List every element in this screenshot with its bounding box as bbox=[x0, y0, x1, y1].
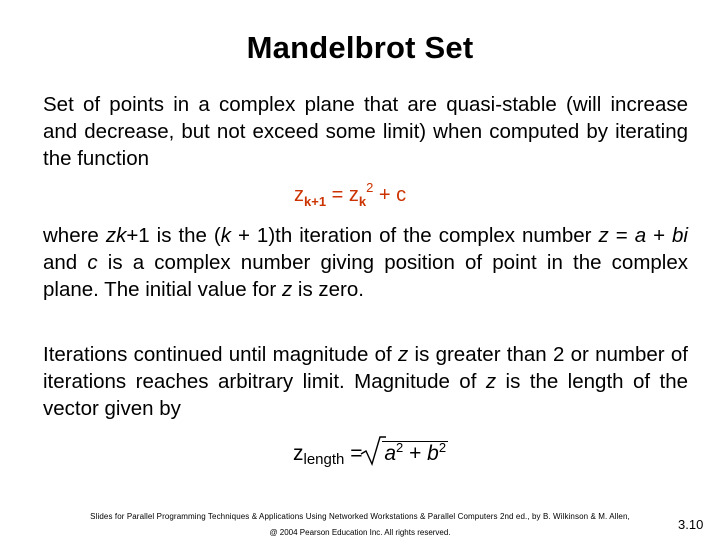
eq-equals: = bbox=[326, 184, 349, 206]
text-run-italic: a bbox=[634, 224, 647, 247]
text-run: is a complex number giving position of point in the complex plane. The initial value for bbox=[43, 251, 688, 301]
eq-plus-c: + c bbox=[373, 184, 407, 206]
text-run: = bbox=[608, 224, 635, 247]
radicand-b-sup: 2 bbox=[438, 440, 447, 455]
text-run: is zero. bbox=[292, 278, 364, 301]
text-run: +1 is the ( bbox=[126, 224, 221, 247]
radicand-a-sup: 2 bbox=[396, 440, 404, 455]
radicand-b: b bbox=[427, 442, 439, 465]
radicand bbox=[382, 441, 448, 465]
text-run-italic: zk bbox=[105, 224, 127, 247]
text-run-italic: z bbox=[398, 343, 409, 366]
radicand-plus: + bbox=[403, 442, 428, 465]
eq-sub-k: k bbox=[358, 194, 367, 209]
text-run: + 1)th iteration of the complex number bbox=[231, 224, 599, 247]
text-run-italic: z bbox=[598, 224, 609, 247]
eq-sub-k-plus-1: k+1 bbox=[304, 194, 327, 209]
text-run-italic: z bbox=[281, 278, 293, 301]
eq-z-k: z bbox=[348, 184, 359, 206]
text-run-italic: c bbox=[87, 251, 98, 274]
text-run: is the length of the vector given by bbox=[43, 370, 688, 420]
eq-sup-2: 2 bbox=[366, 180, 374, 195]
radical-sign-icon bbox=[360, 436, 386, 466]
eq2-equals: = bbox=[344, 442, 369, 465]
intro-paragraph: Set of points in a complex plane that are quasi-stable (will increase and decrease, but not exceed some limit) when computed by iterating the function bbox=[43, 93, 688, 170]
text-run-italic: bi bbox=[672, 224, 688, 247]
text-run-italic: z bbox=[485, 370, 497, 393]
text-run: is greater than 2 or number of iterations reaches arbitrary limit. Magnitude of bbox=[43, 343, 688, 393]
slide-title: Mandelbrot Set bbox=[246, 30, 474, 65]
text-run: and bbox=[43, 251, 88, 274]
square-root bbox=[368, 440, 448, 466]
eq-z: z bbox=[294, 184, 304, 206]
iteration-equation bbox=[294, 180, 406, 209]
eq2-z: z bbox=[293, 442, 304, 465]
footer-citation: Slides for Parallel Programming Techniques & Applications Using Networked Workstations & Parallel Computers 2nd ed., by B. Wilkinson & M. Allen, bbox=[90, 512, 630, 521]
text-run: Iterations continued until magnitude of bbox=[43, 343, 398, 366]
magnitude-equation bbox=[293, 440, 448, 468]
eq2-sub-length: length bbox=[303, 451, 345, 468]
slide-number: 3.10 bbox=[678, 517, 704, 532]
magnitude-paragraph bbox=[43, 341, 688, 422]
text-run: + bbox=[646, 224, 673, 247]
footer-copyright: @ 2004 Pearson Education Inc. All rights reserved. bbox=[269, 528, 451, 537]
text-run: where bbox=[43, 224, 106, 247]
radicand-a: a bbox=[384, 442, 396, 465]
iteration-explanation-paragraph bbox=[43, 222, 688, 303]
text-run-italic: k bbox=[220, 224, 231, 247]
